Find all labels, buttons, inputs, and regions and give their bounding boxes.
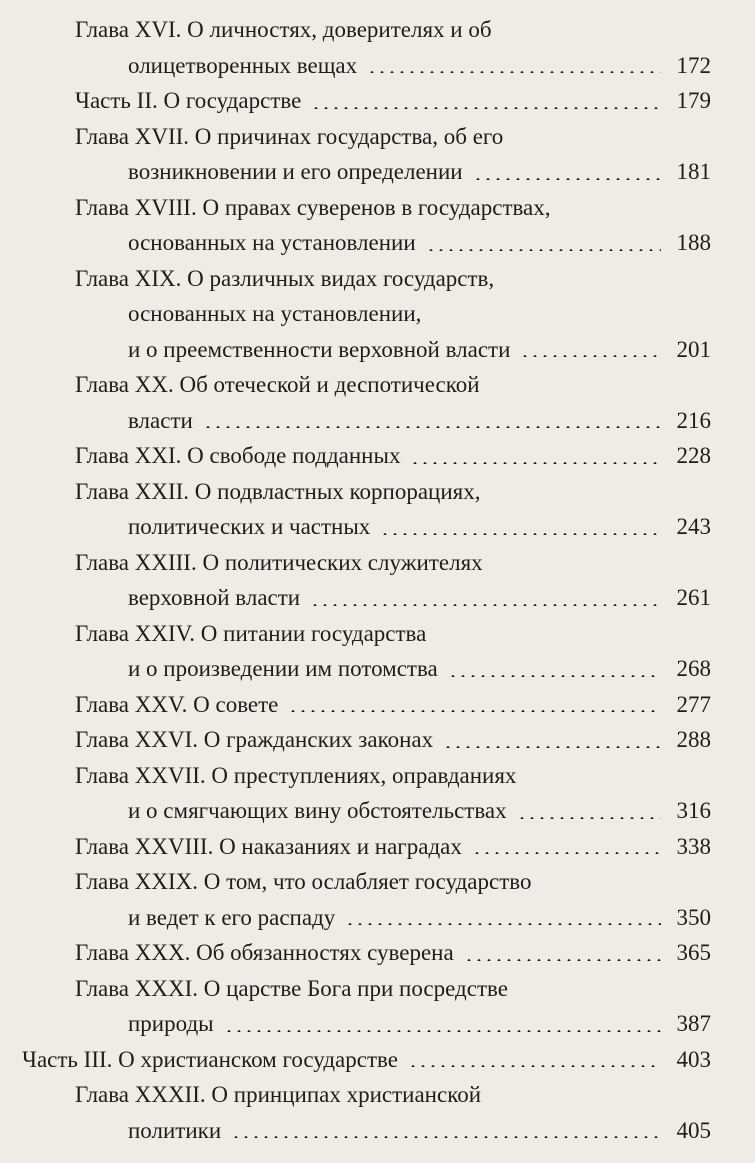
toc-entry-title: Глава XX. Об отеческой и деспотической (75, 372, 480, 397)
page-number: 403 (676, 1046, 711, 1072)
page-number: 181 (676, 159, 711, 184)
dot-leader (408, 1065, 661, 1067)
toc-entry (0, 261, 755, 368)
dot-leader (520, 355, 661, 357)
toc-entry (0, 190, 755, 261)
toc-entry-title: Глава XXI. О свободе подданных (75, 443, 401, 468)
toc-entry-line (0, 793, 755, 829)
toc-entry-line (0, 687, 755, 723)
dot-leader (448, 675, 661, 677)
page-number: 216 (676, 407, 711, 433)
toc-entry-title: Глава XXIV. О питании государства (75, 620, 427, 646)
dot-leader (426, 249, 661, 251)
toc-entry-line (0, 296, 755, 332)
toc-entry (0, 83, 755, 119)
toc-entry-line (0, 1113, 755, 1149)
toc-entry-line (0, 864, 755, 900)
dot-leader (224, 1030, 661, 1032)
toc-entry-title: Глава XXVI. О гражданских законах (75, 727, 434, 752)
toc-entry-title: и ведет к его распаду (128, 904, 336, 930)
toc-entry-line (0, 12, 755, 48)
toc-entry-line (0, 48, 755, 84)
toc-entry-line (0, 438, 755, 474)
toc-entry (0, 758, 755, 829)
toc-entry-line (0, 225, 755, 261)
toc-entry-title: Часть II. О государстве (75, 88, 302, 113)
toc-entry-title: основанных на установлении (128, 230, 416, 255)
page-number: 365 (676, 940, 711, 965)
toc-entry-title: власти (128, 407, 193, 433)
page-number: 288 (676, 727, 711, 752)
toc-entry-line (0, 190, 755, 226)
toc-entry-title: Глава XXIX. О том, что ослабляет государство (75, 869, 532, 894)
toc-entry (0, 1042, 755, 1078)
toc-entry-line (0, 1077, 755, 1113)
dot-leader (203, 426, 661, 428)
dot-leader (464, 959, 661, 961)
toc-entry-title: Глава XXIII. О политических служителях (75, 549, 483, 575)
toc-entry-title: Глава XXXI. О царстве Бога при посредстве (75, 975, 508, 1001)
toc-entry-line (0, 545, 755, 581)
toc-entry-line (0, 332, 755, 368)
toc-entry-title: и о произведении им потомства (128, 656, 438, 681)
toc-entry-title: Глава XXVII. О преступлениях, оправданиях (75, 762, 517, 788)
dot-leader (380, 533, 661, 535)
page-number: 316 (676, 798, 711, 823)
toc-entry (0, 438, 755, 474)
toc-entry-line (0, 900, 755, 936)
toc-entry-line (0, 722, 755, 758)
toc-entry (0, 864, 755, 935)
toc-entry-title: Глава XXV. О совете (75, 691, 279, 717)
dot-leader (345, 923, 661, 925)
toc-entry-line (0, 1042, 755, 1078)
toc-entry (0, 687, 755, 723)
dot-leader (443, 746, 661, 748)
toc-entry-line (0, 261, 755, 297)
toc-entry-title: возникновении и его определении (128, 159, 463, 184)
toc-entry-line (0, 509, 755, 545)
toc-entry-title: Глава XXII. О подвластных корпорациях, (75, 478, 481, 504)
toc-entry (0, 1077, 755, 1148)
toc-entry-title: и о смягчающих вину обстоятельствах (128, 798, 507, 823)
toc-entry-line (0, 971, 755, 1007)
page-number: 338 (676, 833, 711, 859)
toc-entry-line (0, 616, 755, 652)
page-number: 277 (676, 691, 711, 717)
toc-entry-title: Глава XXX. Об обязанностях суверена (75, 940, 454, 965)
page-number: 387 (676, 1011, 711, 1036)
dot-leader (410, 462, 661, 464)
toc-entry-line (0, 474, 755, 510)
toc-entry (0, 474, 755, 545)
toc-entry-line (0, 403, 755, 439)
page-number: 179 (676, 88, 711, 113)
dot-leader (472, 852, 661, 854)
dot-leader (517, 817, 661, 819)
toc-entry (0, 616, 755, 687)
toc-entry-title: природы (128, 1011, 214, 1036)
toc-entry-line (0, 829, 755, 865)
dot-leader (473, 178, 661, 180)
toc-entry (0, 119, 755, 190)
dot-leader (231, 1136, 661, 1138)
page-number: 188 (676, 230, 711, 255)
toc-entry (0, 935, 755, 971)
toc-entry-title: политики (128, 1117, 222, 1143)
dot-leader (367, 71, 661, 73)
dot-leader (288, 710, 661, 712)
toc-entry (0, 545, 755, 616)
toc-entry-title: Глава XVIII. О правах суверенов в государствах, (75, 194, 551, 220)
page-number: 405 (676, 1117, 711, 1143)
toc-entry-title: Глава XXXII. О принципах христианской (75, 1082, 482, 1107)
toc-entry (0, 829, 755, 865)
page-number: 172 (676, 52, 711, 78)
toc-entry-title: Глава XVI. О личностях, доверителях и об (75, 17, 492, 42)
toc-entry-line (0, 1006, 755, 1042)
toc-entry (0, 722, 755, 758)
toc-entry-line (0, 367, 755, 403)
toc-entry-title: политических и частных (128, 514, 371, 539)
page-number: 243 (676, 514, 711, 539)
page-number: 350 (676, 904, 711, 930)
page-number: 201 (676, 336, 711, 362)
toc-entry (0, 971, 755, 1042)
page-number: 268 (676, 656, 711, 681)
toc-entry-title: Глава XVII. О причинах государства, об его (75, 123, 504, 149)
page-number: 228 (676, 443, 711, 468)
dot-leader (311, 107, 661, 109)
toc-entry-line (0, 580, 755, 616)
toc-entry-title: верховной власти (128, 585, 301, 610)
toc-entry-line (0, 758, 755, 794)
toc-entry-title: основанных на установлении, (128, 301, 422, 326)
toc-entry-line (0, 83, 755, 119)
dot-leader (310, 604, 661, 606)
toc-entry-title: Глава XXVIII. О наказаниях и наградах (75, 833, 462, 859)
toc-entry-title: Часть III. О христианском государстве (22, 1046, 398, 1072)
toc-entry (0, 367, 755, 438)
toc-entry-line (0, 651, 755, 687)
table-of-contents (0, 12, 755, 1148)
toc-entry-title: Глава XIX. О различных видах государств, (75, 265, 495, 291)
toc-entry-title: олицетворенных вещах (128, 52, 358, 78)
toc-entry-line (0, 119, 755, 155)
toc-entry-line (0, 935, 755, 971)
page-number: 261 (676, 585, 711, 610)
toc-entry-title: и о преемственности верховной власти (128, 336, 511, 362)
toc-entry (0, 12, 755, 83)
toc-entry-line (0, 154, 755, 190)
